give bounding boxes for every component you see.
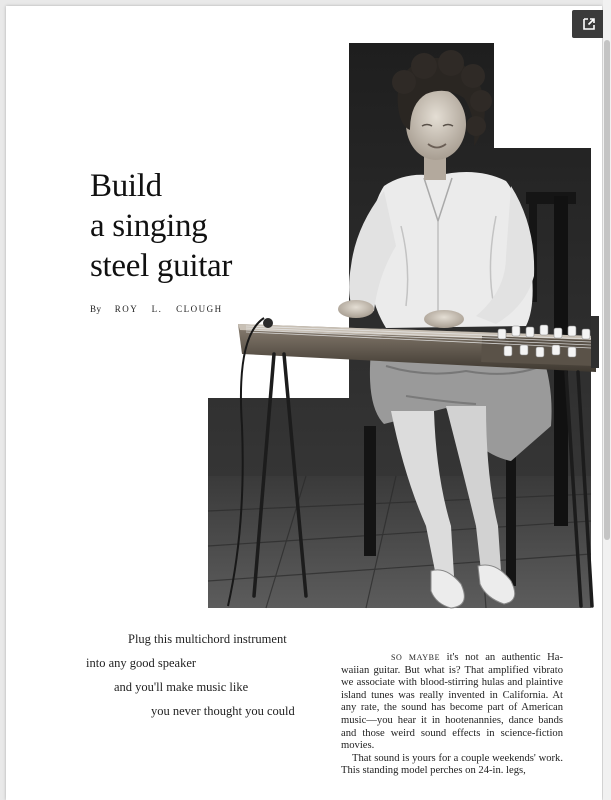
- deck-line: and you'll make music like: [114, 680, 249, 694]
- deck-line: into any good speaker: [86, 656, 197, 670]
- popout-button[interactable]: [572, 10, 606, 38]
- article-body: [341, 652, 563, 778]
- title-line: a singing: [90, 208, 208, 244]
- deck-line: you never thought you could: [151, 704, 295, 718]
- scrollbar-thumb[interactable]: [604, 40, 610, 540]
- body-paragraph: [341, 652, 563, 753]
- article-title: [90, 166, 232, 286]
- byline: [90, 304, 223, 314]
- byline-prefix: By: [90, 304, 102, 314]
- page-edge-tab: [591, 316, 599, 368]
- body-text: it's not an authentic Hawaiian guitar. But what is? That amplified vibrato we associate with blood-stirring hulas and plaintive island tunes was really invented in California. At any rate, the sound has become part of American music—you hear it in hootenannies, dance bands and those weird sound effects in science-fiction movies.: [341, 652, 563, 752]
- vertical-scrollbar[interactable]: [603, 0, 611, 800]
- deck-line: Plug this multichord instrument: [128, 632, 287, 646]
- document-page: [6, 6, 602, 800]
- body-lead-in: SO MAYBE: [391, 653, 441, 662]
- title-line: Build: [90, 168, 162, 204]
- body-paragraph: That sound is yours for a couple weekends' work. This standing model perches on 24-in. legs,: [341, 752, 563, 777]
- title-line: steel guitar: [90, 248, 233, 284]
- author-name: ROY L. CLOUGH: [114, 304, 223, 314]
- external-link-icon: [581, 16, 597, 32]
